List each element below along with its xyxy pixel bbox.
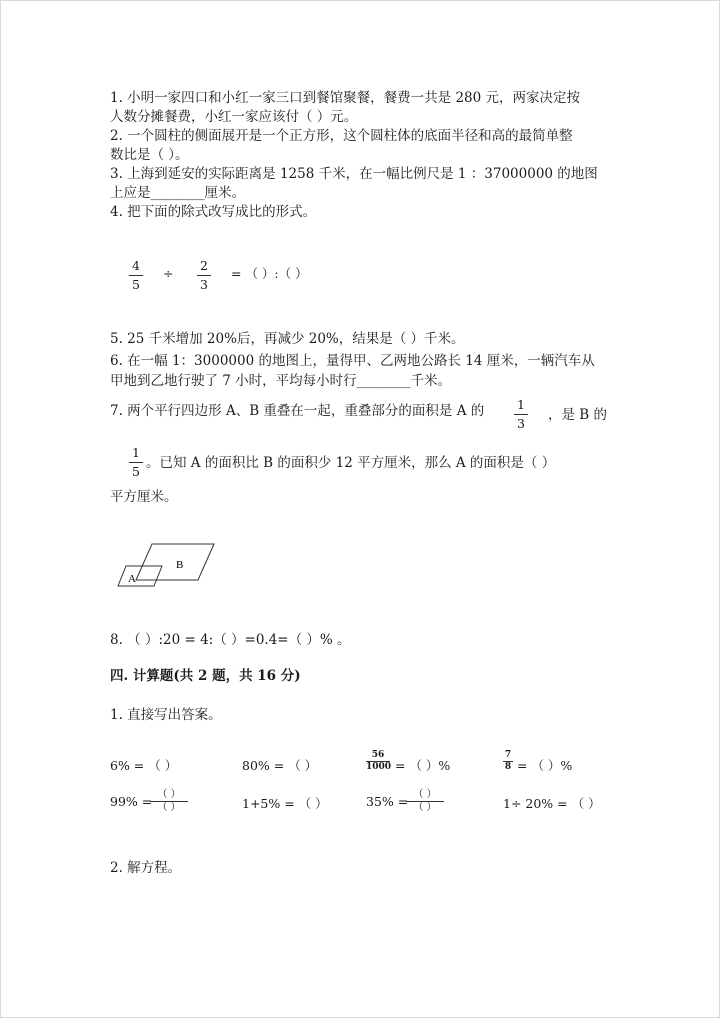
- q3-line1: 3. 上海到延安的实际距离是 1258 千米，在一幅比例尺是 1 ：37000000 的地图: [110, 166, 598, 182]
- parallelogram-figure: [112, 540, 222, 590]
- calc1-r1-c4-frac: [503, 751, 513, 772]
- calc1-r1-c1: 6% = （ ）: [110, 758, 178, 773]
- calc2-title: 2. 解方程。: [110, 860, 182, 876]
- q1-line1: 1. 小明一家四口和小红一家三口到餐馆聚餐，餐费一共是 280 元，两家决定按: [110, 90, 581, 106]
- q7-fraction-1-3: [513, 398, 529, 431]
- calc1-r2-c3-den: （ ）: [413, 802, 437, 813]
- q4-frac2-num: 2: [200, 258, 208, 273]
- q4-text: 4. 把下面的除式改写成比的形式。: [110, 204, 317, 220]
- calc1-r2-c1-frac: [150, 790, 188, 813]
- q3-line2: 上应是________厘米。: [110, 185, 245, 201]
- q6-line1: 6. 在一幅 1：3000000 的地图上，量得甲、乙两地公路长 14 厘米，一辆汽车从: [110, 353, 595, 369]
- parallelogram-b: [136, 544, 214, 580]
- q7-frac2-num: 1: [132, 445, 140, 460]
- q2-line2: 数比是（ ）。: [110, 147, 189, 163]
- q7-part4: 平方厘米。: [110, 489, 178, 505]
- q5-text: 5. 25 千米增加 20%后，再减少 20%，结果是（ ）千米。: [110, 331, 465, 347]
- q4-rhs: = （ ）:（ ）: [231, 266, 308, 281]
- q4-frac1-num: 4: [132, 258, 140, 273]
- calc1-r1-c3-frac: [366, 751, 390, 772]
- calc1-r2-c2: 1+5% = （ ）: [242, 796, 328, 811]
- calc1-r2-c1-prefix: 99% =: [110, 794, 153, 809]
- q1-line2: 人数分摊餐费，小红一家应该付（ ）元。: [110, 109, 358, 125]
- q7-part2: ，是 B 的: [548, 407, 608, 423]
- q8-text: 8. （ ）:20 = 4:（ ）=0.4=（ ）% 。: [110, 632, 351, 648]
- q4-frac2-den: 3: [200, 277, 208, 292]
- calc1-r2-c4: 1÷ 20% = （ ）: [503, 796, 601, 811]
- calc1-r2-c3-prefix: 35% =: [366, 794, 409, 809]
- q7-part3: 。已知 A 的面积比 B 的面积少 12 平方厘米，那么 A 的面积是（ ）: [146, 455, 556, 471]
- calc1-r1-c4: = （ ）%: [517, 758, 573, 773]
- calc1-r1-c2: 80% = （ ）: [242, 758, 318, 773]
- calc1-r2-c3-frac: [406, 790, 444, 813]
- calc1-r1-c3-num: 56: [371, 750, 385, 760]
- calc1-r1-c3-den: 1000: [366, 762, 392, 772]
- q7-part1: 7. 两个平行四边形 A、B 重叠在一起，重叠部分的面积是 A 的: [110, 403, 485, 419]
- calc1-r1-c4-num: 7: [504, 750, 512, 760]
- calc1-r2-c1-num: （ ）: [157, 789, 181, 800]
- q4-divide-sign: ÷: [163, 266, 174, 281]
- q4-fraction-4-5: [128, 259, 144, 292]
- q7-frac1-num: 1: [517, 397, 525, 412]
- q7-fraction-1-5: [128, 446, 144, 479]
- calc1-r2-c3-num: （ ）: [413, 789, 437, 800]
- q6-line2: 甲地到乙地行驶了 7 小时，平均每小时行________千米。: [110, 373, 452, 389]
- calc1-r1-c4-den: 8: [504, 762, 512, 772]
- label-b: B: [176, 559, 184, 571]
- calc1-title: 1. 直接写出答案。: [110, 707, 222, 723]
- parallelogram-a: [118, 566, 162, 586]
- section4-title: 四. 计算题(共 2 题，共 16 分): [110, 668, 301, 684]
- q7-frac1-den: 3: [517, 416, 525, 431]
- q7-frac2-den: 5: [132, 464, 140, 479]
- calc1-r2-c1-den: （ ）: [157, 802, 181, 813]
- q2-line1: 2. 一个圆柱的侧面展开是一个正方形，这个圆柱体的底面半径和高的最简单整: [110, 128, 573, 144]
- calc1-r1-c3: = （ ）%: [395, 758, 451, 773]
- q4-fraction-2-3: [196, 259, 212, 292]
- label-a: A: [128, 573, 136, 585]
- q4-frac1-den: 5: [132, 277, 140, 292]
